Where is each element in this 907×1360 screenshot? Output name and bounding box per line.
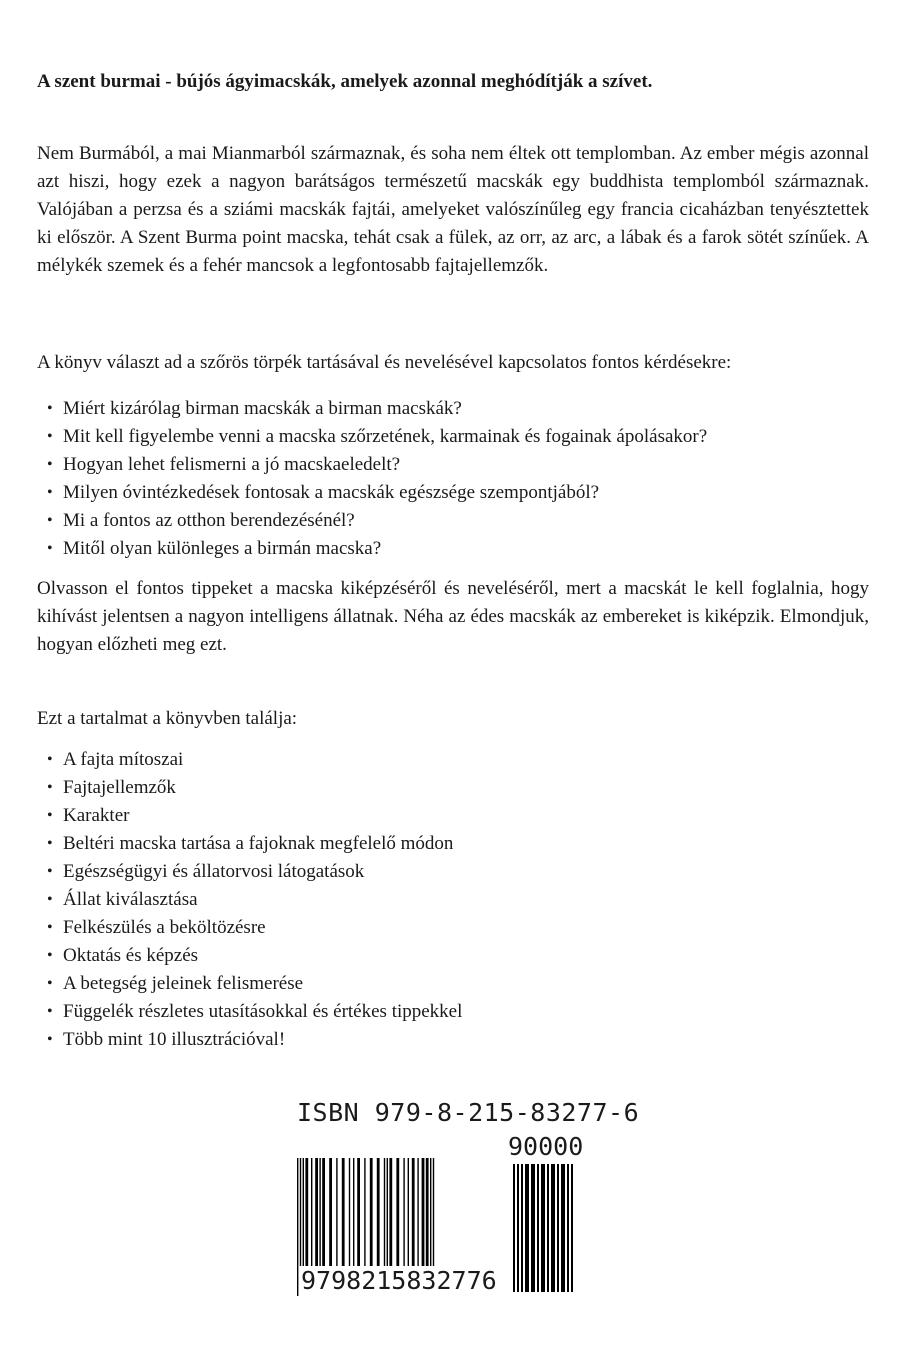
barcode-digits: 9798215832776 — [301, 1266, 497, 1295]
barcode-bar — [541, 1164, 545, 1292]
list-item: • Milyen óvintézkedések fontosak a macskák egészsége szempontjából? — [37, 479, 869, 507]
barcode-bar — [537, 1164, 539, 1292]
barcode-bar — [567, 1164, 569, 1292]
barcode-bar — [571, 1164, 573, 1292]
addon-barcode-bars — [513, 1164, 611, 1292]
barcode-bar — [551, 1164, 555, 1292]
list-item: • Egészségügyi és állatorvosi látogatások — [37, 858, 869, 886]
barcode-bar — [525, 1164, 529, 1292]
barcode-bar — [557, 1164, 559, 1292]
contents-list — [37, 746, 869, 1054]
list-item: • Mi a fontos az otthon berendezésénél? — [37, 507, 869, 535]
barcode-bar — [531, 1164, 535, 1292]
list-item: • Fajtajellemzők — [37, 774, 869, 802]
list-item: • Karakter — [37, 802, 869, 830]
questions-list — [37, 395, 869, 563]
list-item: • Felkészülés a beköltözésre — [37, 914, 869, 942]
barcode-bar — [517, 1164, 519, 1292]
isbn-label: ISBN 979-8-215-83277-6 — [297, 1098, 640, 1127]
isbn-barcode-block — [297, 1098, 640, 1298]
headline: A szent burmai - bújós ágyimacskák, amelyek azonnal meghódítják a szívet. — [37, 71, 653, 92]
list-item: • Miért kizárólag birman macskák a birman macskák? — [37, 395, 869, 423]
questions-intro: A könyv választ ad a szőrös törpék tartásával és nevelésével kapcsolatos fontos kérdésekre: — [37, 352, 732, 373]
list-item: • A betegség jeleinek felismerése — [37, 970, 869, 998]
list-item: • Mitől olyan különleges a birmán macska? — [37, 535, 869, 563]
contents-intro: Ezt a tartalmat a könyvben találja: — [37, 708, 298, 729]
list-item: • Függelék részletes utasításokkal és értékes tippekkel — [37, 998, 869, 1026]
list-item: • A fajta mítoszai — [37, 746, 869, 774]
list-item: • Hogyan lehet felismerni a jó macskaeledelt? — [37, 451, 869, 479]
list-item: • Több mint 10 illusztrációval! — [37, 1026, 869, 1054]
barcode-bar — [547, 1164, 549, 1292]
training-paragraph: Olvasson el fontos tippeket a macska kiképzéséről és neveléséről, mert a macskát le kell foglalnia, hogy kihívást jelentsen a nagyon intelligens állatnak. Néha az édes macskák az embereket is kiképzik. Elmondjuk, hogyan előzheti meg ezt. — [37, 578, 869, 655]
barcode-bar — [513, 1164, 515, 1292]
list-item: • Oktatás és képzés — [37, 942, 869, 970]
barcode-addon-number: 90000 — [508, 1132, 584, 1161]
list-item: • Mit kell figyelembe venni a macska szőrzetének, karmainak és fogainak ápolásakor? — [37, 423, 869, 451]
barcode-bar — [521, 1164, 523, 1292]
barcode-bar — [561, 1164, 565, 1292]
list-item: • Állat kiválasztása — [37, 886, 869, 914]
list-item: • Beltéri macska tartása a fajoknak megfelelő módon — [37, 830, 869, 858]
intro-paragraph: Nem Burmából, a mai Mianmarból származnak, és soha nem éltek ott templomban. Az ember mégis azonnal azt hiszi, hogy ezek a nagyon barátságos természetű macskák egy buddhista templomból származnak. Valójában a perzsa és a sziámi macskák fajtái, amelyeket valószínűleg egy francia cicaházban tenyésztettek ki először. A Szent Burma point macska, tehát csak a fülek, az orr, az arc, a lábak és a farok sötét színűek. A mélykék szemek és a fehér mancsok a legfontosabb fajtajellemzők. — [37, 143, 869, 276]
